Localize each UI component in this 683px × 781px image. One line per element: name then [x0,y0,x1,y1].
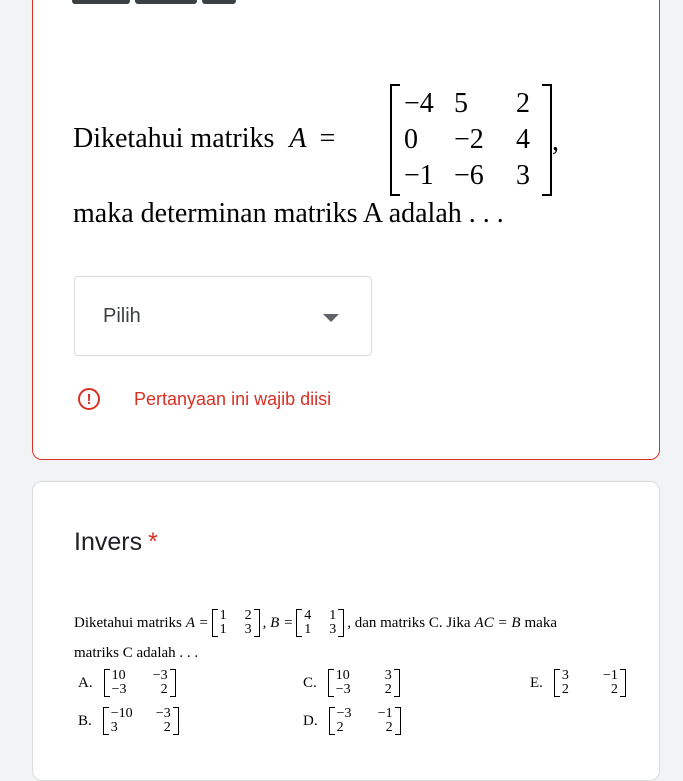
option-b-matrix [103,707,179,735]
matrix-cell: −1 [603,668,618,683]
left-bracket [103,707,109,735]
question-2-line-2: matriks C adalah . . . [74,645,199,661]
right-bracket [394,669,400,697]
matrix-b-2x2 [296,609,344,637]
matrix-cell: −10 [110,706,133,721]
matrix-cells [560,669,620,697]
matrix-cell: 3 [244,622,252,637]
matrix-var-a: A [289,123,307,154]
question-1-tail: maka determinan matriks A adalah . . . [73,198,504,229]
matrix-cells [110,669,170,697]
right-bracket [338,609,344,637]
left-bracket [390,84,400,196]
matrix-cell: 2 [160,682,168,697]
matrix-cell: 2 [385,720,393,735]
matrix-a-cell: −2 [454,124,484,155]
matrix-suffix: , [552,126,559,157]
matrix-cell: −3 [152,668,168,683]
right-bracket [542,84,552,196]
required-asterisk: * [148,528,158,556]
left-bracket [328,669,334,697]
right-bracket [620,669,626,697]
matrix-cell: 2 [384,682,392,697]
dropdown-selected-value: Pilih [103,305,141,327]
matrix-a-cell: 3 [516,160,530,191]
matrix-cell: 10 [335,668,350,683]
matrix-cell: 3 [561,668,569,683]
error-message: Pertanyaan ini wajib diisi [134,388,332,409]
required-error [78,388,331,410]
option-c: C. 10 3 −3 2 [303,669,403,697]
matrix-cell: 4 [304,608,312,623]
matrix-cell: −3 [111,682,127,697]
dropdown-arrow-icon [323,314,339,322]
right-bracket [254,609,260,637]
matrix-cells [335,707,395,735]
equals-sign: = [319,123,336,154]
left-bracket [296,609,302,637]
matrix-cells [334,669,394,697]
left-bracket [104,669,110,697]
matrix-a-cells [400,86,542,194]
option-e: E. 3 −1 2 2 [530,669,629,697]
left-bracket [212,609,218,637]
right-bracket [395,707,401,735]
option-d: D. −3 −1 2 2 [303,707,404,735]
question-1-lead: Diketahui matriks [73,123,275,154]
matrix-cell: −3 [335,682,351,697]
matrix-cell: 2 [244,608,252,623]
option-a-matrix [104,669,176,697]
right-bracket [170,669,176,697]
matrix-cells [109,707,173,735]
matrix-cell: 2 [163,720,171,735]
question-2-title: Invers * [74,528,158,556]
matrix-cell: 10 [111,668,126,683]
matrix-cells [218,609,254,637]
matrix-a-cell: −1 [404,160,434,191]
matrix-cell: 2 [336,720,344,735]
error-icon: ! [78,388,100,410]
option-a: A. 10 −3 −3 2 [78,669,179,697]
matrix-cell: 2 [561,682,569,697]
matrix-cell: −1 [377,706,393,721]
cut-off-question-text [72,0,292,8]
option-e-matrix [554,669,626,697]
matrix-cell: 1 [329,608,337,623]
question-2-line-1: Diketahui matriks A = 1 2 1 3 , B = 4 1 1 3 , dan matriks C. Jika AC = B maka [74,608,557,637]
right-bracket [173,707,179,735]
matrix-a-3x3 [390,84,559,196]
matrix-cell: −3 [336,706,352,721]
answer-dropdown[interactable] [74,276,372,356]
matrix-cell: 3 [329,622,337,637]
matrix-a-2x2 [212,609,260,637]
matrix-cell: 1 [219,622,227,637]
matrix-cell: 1 [219,608,227,623]
matrix-cell: −3 [155,706,171,721]
option-b: B. −10 −3 3 2 [78,707,182,735]
matrix-cells [302,609,338,637]
matrix-cell: 2 [610,682,618,697]
left-bracket [329,707,335,735]
matrix-a-cell: −4 [404,88,434,119]
matrix-cell: 3 [110,720,118,735]
option-d-matrix [329,707,401,735]
matrix-a-cell: 2 [516,88,530,119]
left-bracket [554,669,560,697]
matrix-a-cell: 4 [516,124,530,155]
matrix-a-cell: −6 [454,160,484,191]
matrix-a-cell: 5 [454,88,468,119]
option-c-matrix [328,669,400,697]
matrix-a-cell: 0 [404,124,418,155]
matrix-cell: 3 [384,668,392,683]
matrix-cell: 1 [304,622,312,637]
